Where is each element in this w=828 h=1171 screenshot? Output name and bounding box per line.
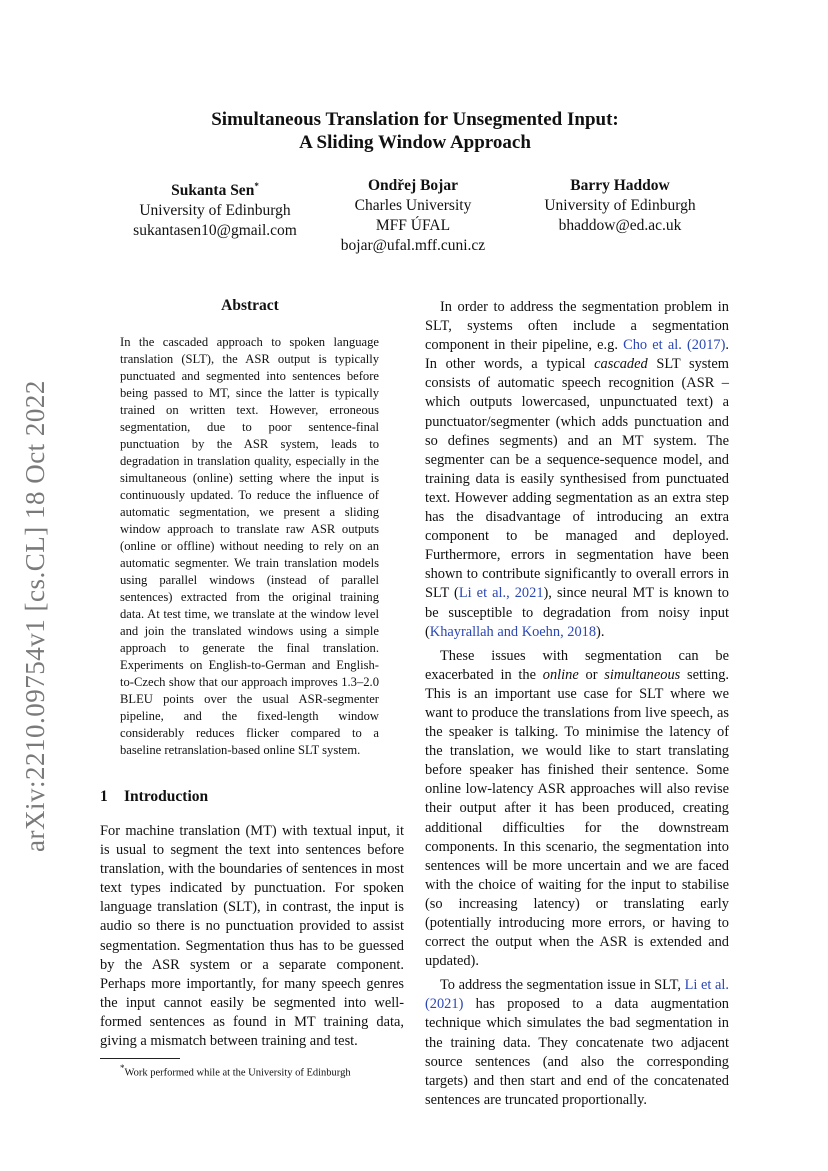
section-number: 1: [100, 788, 108, 805]
author-block-1: [115, 176, 315, 241]
author-block-3: [520, 176, 720, 236]
text-run: . In other words, a typical: [425, 337, 729, 373]
citation-link[interactable]: Li et al., 2021: [458, 585, 544, 602]
citation-link[interactable]: Li et al. (2021): [425, 977, 729, 1013]
text-run: ).: [596, 623, 605, 640]
footnote-mark: *: [120, 1063, 125, 1073]
text-run: These issues with segmentation can be exacerbated in the: [425, 647, 729, 683]
author-email: bhaddow@ed.ac.uk: [558, 217, 682, 234]
paragraph-online-setting: [425, 647, 729, 972]
author-email: sukantasen10@gmail.com: [133, 222, 297, 240]
author-name: Ondřej Bojar: [368, 177, 458, 194]
paragraph-data-augmentation: [425, 976, 729, 1110]
emphasis: cascaded: [594, 356, 648, 373]
title-line-2: A Sliding Window Approach: [299, 132, 531, 153]
arxiv-stamp: arXiv:2210.09754v1 [cs.CL] 18 Oct 2022: [20, 380, 50, 852]
citation-link[interactable]: Khayrallah and Koehn, 2018: [429, 623, 597, 640]
emphasis: simultaneous: [604, 666, 681, 683]
section-heading-introduction: [100, 788, 208, 806]
author-affiliation: Charles University: [354, 197, 472, 214]
section-title: Introduction: [124, 788, 209, 805]
title-line-1: Simultaneous Translation for Unsegmented Input:: [211, 109, 619, 130]
author-name: Sukanta Sen: [171, 182, 255, 200]
text-run: or: [578, 666, 605, 683]
author-name: Barry Haddow: [570, 177, 670, 194]
text-run: In order to address the segmentation problem in SLT, systems often include a segmentation component in their pipeline, e.g.: [425, 299, 729, 354]
author-email: bojar@ufal.mff.cuni.cz: [340, 237, 486, 254]
author-footnote-mark: *: [254, 181, 259, 191]
abstract-text: In the cascaded approach to spoken language translation (SLT), the ASR output is typically punctuated and segmented into sentences before being passed to MT, since the latter is typically trained on written text. However, erroneous segmentation, due to poor sentence-final punctuation by the ASR system, leads to degradation in translation quality, especially in the simultaneous (online) setting where the input is continuously updated. To reduce the influence of automatic segmentation, we present a sliding window approach to translate raw ASR outputs (online or offline) without needing to rely on an automatic segmenter. We train translation models using parallel windows (instead of parallel sentences) extracted from the original training data. At test time, we translate at the window level and join the translated windows using a simple approach to generate the final translation. Experiments on English-to-German and English-to-Czech show that our approach improves 1.3–2.0 BLEU points over the usual ASR-segmenter pipeline, and the fixed-length window considerably reduces flicker compared to a baseline retranslation-based online SLT system.: [120, 335, 379, 757]
footnote-rule: [100, 1058, 180, 1059]
footnote: [120, 1063, 351, 1079]
text-run: setting. This is an important use case for SLT where we want to produce the translations from live speech, as the speaker is talking. To minimise the latency of the translation, we would like to start translating before speaker has finished their sentence. Some online low-latency ASR approaches will also revise their output after it has been produced, creating additional difficulties for the downstream components. In this scenario, the segmentation into sentences will be more uncertain and we are faced with the choice of waiting for the input to stabilise (so increasing latency) or translating early (potentially introducing more errors, or having to correct the output when the ASR is extended and updated).: [425, 666, 729, 970]
author-affiliation: University of Edinburgh: [139, 202, 291, 220]
text-run: SLT system consists of automatic speech recognition (ASR – which outputs lowercased, unpunctuated text) a punctuator/segmenter (which adds punctuation and so defines segments) and an MT system. The segmenter can be a sequence-sequence model, and training data is easily synthesised from punctuated text. However adding segmentation as an extra step has the disadvantage of introducing an extra component to be managed and deployed. Furthermore, errors in segmentation have been shown to contribute significantly to overall errors in SLT (: [425, 356, 729, 602]
abstract-heading: Abstract: [221, 297, 279, 314]
emphasis: online: [542, 666, 579, 683]
footnote-text: Work performed while at the University of Edinburgh: [124, 1067, 351, 1079]
paragraph-segmentation-problem: [425, 298, 729, 642]
author-department: MFF ÚFAL: [375, 217, 451, 234]
left-column-body: [100, 822, 404, 1051]
intro-paragraph-1: For machine translation (MT) with textual input, it is usual to segment the text into sentences before translation, with the boundaries of sentences in most text types indicated by punctuation. For spoken language translation (SLT), in contrast, the input is audio so there is no punctuation provided to assist segmentation. Segmentation thus has to be guessed by the ASR system or a separate component. Perhaps more importantly, for many speech genres the input cannot easily be segmented into well-formed sentences as found in MT training data, giving a mismatch between training and test.: [100, 823, 404, 1050]
text-run: has proposed to a data augmentation technique which simulates the bad segmentation in the training data. They concatenate two adjacent source sentences (and also the corresponding targets) and then start and end of the concatenated sentences are truncated proportionally.: [425, 996, 729, 1108]
paper-title: [100, 108, 730, 154]
author-block-2: [320, 176, 506, 256]
citation-link[interactable]: Cho et al. (2017): [623, 337, 726, 354]
text-run: To address the segmentation issue in SLT,: [440, 977, 685, 994]
right-column-body: [425, 298, 729, 1115]
author-affiliation: University of Edinburgh: [544, 197, 696, 214]
text-run: ), since neural MT is known to be susceptible to degradation from noisy input (: [425, 585, 729, 640]
